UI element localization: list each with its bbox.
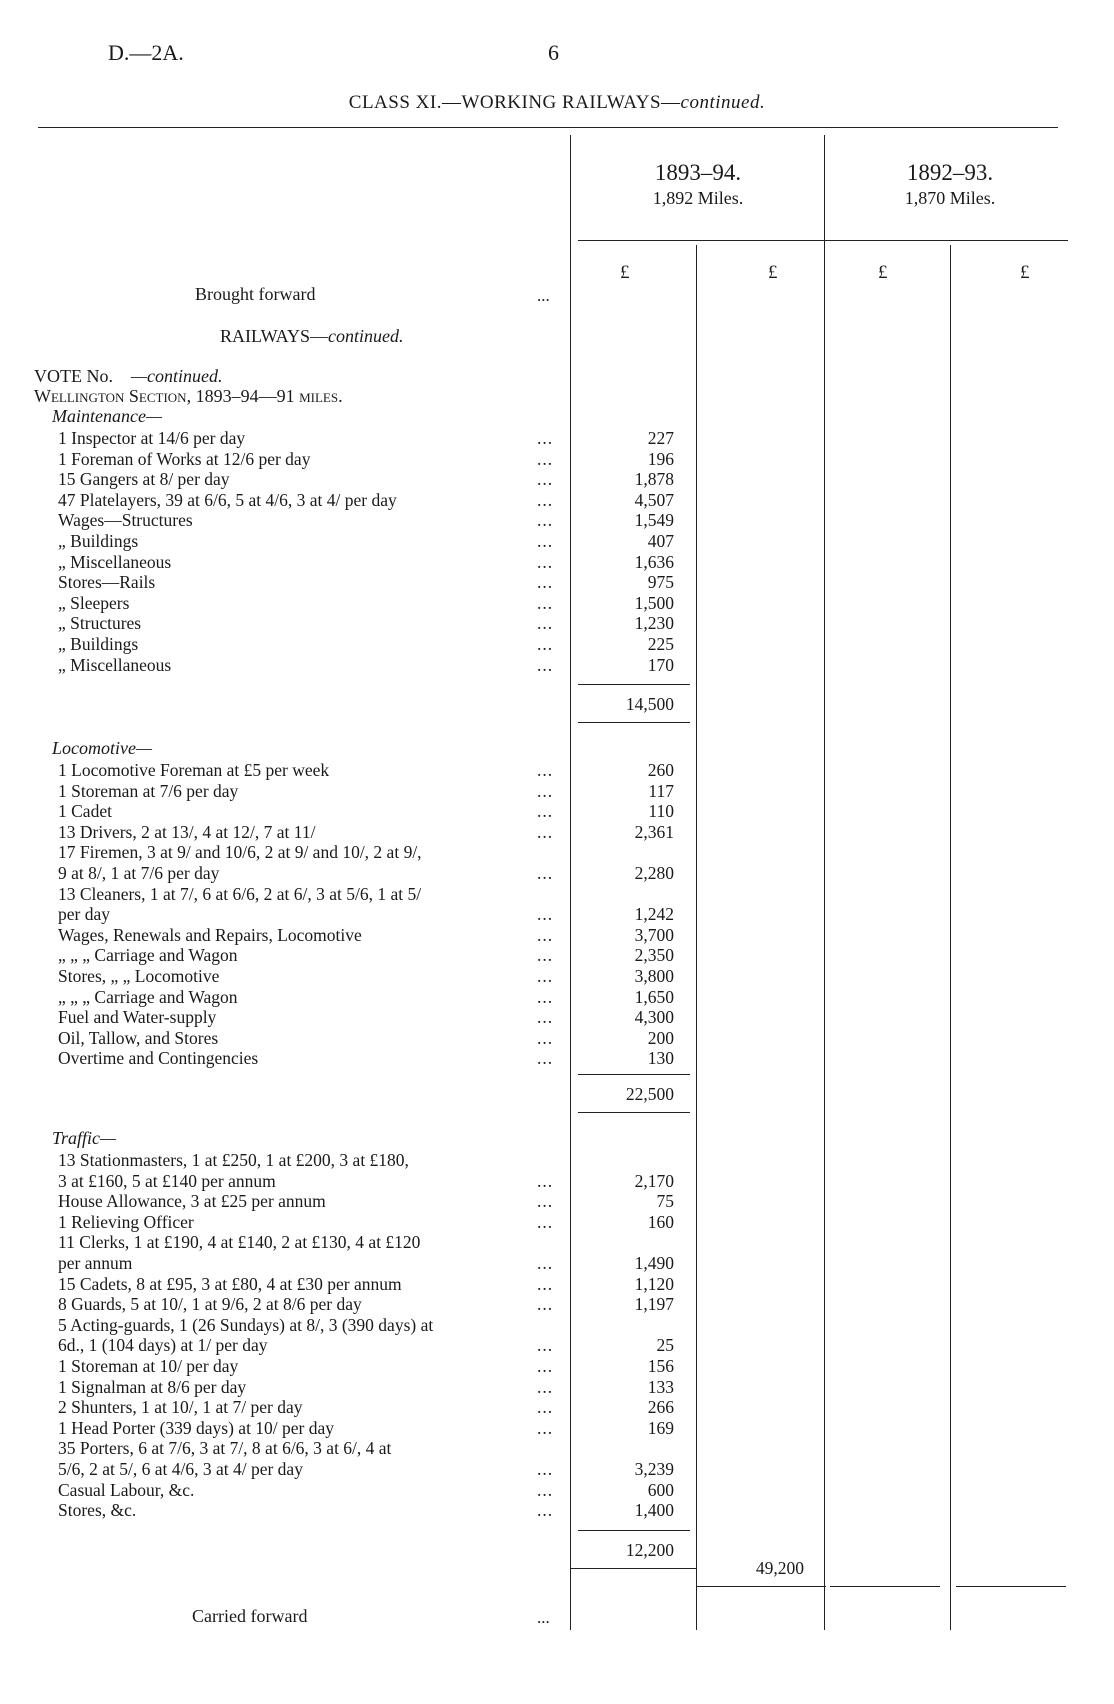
leader-dots: ... bbox=[537, 1479, 554, 1500]
line-item bbox=[0, 1007, 1114, 1027]
leader-dots: ... bbox=[537, 428, 554, 448]
line-item-amount: 196 bbox=[647, 448, 674, 469]
leader-dots: ... bbox=[537, 634, 554, 654]
maintenance-heading: Maintenance— bbox=[52, 406, 162, 426]
line-item bbox=[0, 925, 1114, 945]
year2-heading: 1892–93. bbox=[906, 160, 994, 185]
line-item-label: 5 Acting-guards, 1 (26 Sundays) at 8/, 3 (390 days) at bbox=[58, 1314, 434, 1335]
line-item-amount: 25 bbox=[656, 1335, 674, 1356]
leader-dots: ... bbox=[537, 1356, 554, 1376]
line-item-label: Wages, Renewals and Repairs, Locomotive bbox=[58, 924, 362, 945]
wellington-section: Wellington Section, 1893–94—91 miles. bbox=[34, 386, 343, 406]
line-item-amount: 2,350 bbox=[634, 945, 674, 966]
traffic-total-underline bbox=[570, 1568, 696, 1569]
leader-dots: ... bbox=[537, 613, 554, 634]
line-item-label: Wages—Structures bbox=[58, 510, 193, 531]
line-item-label: „ Miscellaneous bbox=[58, 654, 172, 675]
line-item bbox=[0, 613, 1114, 633]
currency-col4: £ bbox=[1020, 262, 1030, 283]
currency-col2: £ bbox=[768, 262, 778, 283]
document-reference: D.—2A. bbox=[108, 40, 184, 65]
line-item-amount: 3,700 bbox=[634, 924, 674, 945]
locomotive-total-underline bbox=[578, 1112, 690, 1113]
leader-dots: ... bbox=[537, 945, 554, 966]
leader-dots: ... bbox=[537, 1191, 554, 1212]
line-item bbox=[0, 593, 1114, 613]
line-item bbox=[0, 966, 1114, 986]
traffic-heading: Traffic— bbox=[52, 1128, 117, 1148]
line-item-label: „ Buildings bbox=[58, 634, 139, 654]
line-item-amount: 75 bbox=[656, 1191, 674, 1212]
line-item-label: 9 at 8/, 1 at 7/6 per day bbox=[58, 863, 220, 883]
line-item-amount: 1,242 bbox=[634, 904, 674, 925]
leader-dots: ... bbox=[537, 448, 554, 469]
line-item-label: 47 Platelayers, 39 at 6/6, 5 at 4/6, 3 at 4/ per day bbox=[58, 489, 397, 510]
line-item-amount: 1,878 bbox=[634, 469, 674, 490]
line-item-amount: 227 bbox=[647, 428, 674, 448]
line-item bbox=[0, 863, 1114, 883]
line-item bbox=[0, 531, 1114, 551]
line-item bbox=[0, 572, 1114, 592]
line-item-amount: 2,361 bbox=[634, 821, 674, 842]
line-item-label: „ Buildings bbox=[58, 531, 139, 551]
line-item bbox=[0, 1335, 1114, 1355]
line-item bbox=[0, 428, 1114, 448]
locomotive-total: 22,500 bbox=[625, 1084, 674, 1104]
line-item-label: „ „ „ Carriage and Wagon bbox=[58, 945, 238, 966]
line-item bbox=[0, 1274, 1114, 1294]
line-item bbox=[0, 1171, 1114, 1191]
line-item-label: 1 Relieving Officer bbox=[58, 1211, 194, 1232]
line-item bbox=[0, 945, 1114, 965]
line-item-label: 1 Head Porter (339 days) at 10/ per day bbox=[58, 1417, 335, 1438]
line-item-label: 1 Locomotive Foreman at £5 per week bbox=[58, 760, 330, 780]
leader-dots: ... bbox=[537, 1417, 554, 1438]
line-item-label: Stores—Rails bbox=[58, 572, 156, 593]
line-item-label: 13 Cleaners, 1 at 7/, 6 at 6/6, 2 at 6/, 3 at 5/6, 1 at 5/ bbox=[58, 883, 422, 904]
line-item-amount: 156 bbox=[647, 1356, 674, 1376]
line-item-amount: 3,800 bbox=[634, 966, 674, 986]
line-item bbox=[0, 1294, 1114, 1314]
line-item-label: 15 Gangers at 8/ per day bbox=[58, 469, 230, 490]
leader-dots: ... bbox=[537, 1170, 554, 1191]
leader-dots: ... bbox=[537, 1007, 554, 1028]
line-item-amount: 407 bbox=[647, 531, 674, 551]
maintenance-total: 14,500 bbox=[625, 694, 674, 714]
leader-dots: ... bbox=[537, 489, 554, 510]
locomotive-total-rule bbox=[578, 1074, 690, 1075]
line-item bbox=[0, 781, 1114, 801]
leader-dots: ... bbox=[537, 780, 554, 801]
line-item-label: Fuel and Water-supply bbox=[58, 1007, 217, 1028]
line-item-label: 1 Storeman at 7/6 per day bbox=[58, 780, 239, 801]
line-item-amount: 110 bbox=[648, 801, 674, 822]
line-item bbox=[0, 510, 1114, 530]
line-item bbox=[0, 1438, 1114, 1458]
leader-dots: ... bbox=[537, 1397, 554, 1418]
line-item-amount: 975 bbox=[647, 572, 674, 593]
line-item bbox=[0, 1459, 1114, 1479]
line-item bbox=[0, 1356, 1114, 1376]
line-item-label: Oil, Tallow, and Stores bbox=[58, 1027, 219, 1048]
line-item-amount: 600 bbox=[647, 1479, 674, 1500]
leader-dots: ... bbox=[537, 1500, 554, 1521]
line-item-amount: 1,490 bbox=[634, 1253, 674, 1273]
leader-dots: ... bbox=[537, 531, 554, 551]
line-item-label: per annum bbox=[58, 1253, 133, 1273]
line-item bbox=[0, 1048, 1114, 1068]
maintenance-total-underline bbox=[578, 722, 690, 723]
line-item-amount: 117 bbox=[648, 780, 674, 801]
carried-forward-dots: ... bbox=[537, 1608, 550, 1627]
line-item-label: 8 Guards, 5 at 10/, 1 at 9/6, 2 at 8/6 per day bbox=[58, 1294, 362, 1315]
line-item bbox=[0, 1480, 1114, 1500]
leader-dots: ... bbox=[537, 821, 554, 842]
year1-heading: 1893–94. bbox=[654, 160, 742, 185]
line-item-label: „ Structures bbox=[58, 613, 142, 634]
line-item-amount: 1,636 bbox=[634, 551, 674, 572]
leader-dots: ... bbox=[537, 760, 554, 780]
line-item bbox=[0, 1150, 1114, 1170]
leader-dots: ... bbox=[537, 801, 554, 822]
line-item-label: „ Sleepers bbox=[58, 592, 130, 613]
line-item bbox=[0, 1028, 1114, 1048]
leader-dots: ... bbox=[537, 510, 554, 531]
line-item-amount: 1,230 bbox=[634, 613, 674, 634]
line-item-amount: 225 bbox=[647, 634, 674, 654]
leader-dots: ... bbox=[537, 986, 554, 1007]
leader-dots: ... bbox=[537, 924, 554, 945]
line-item bbox=[0, 1212, 1114, 1232]
year2-miles: 1,870 Miles. bbox=[904, 188, 996, 208]
leader-dots: ... bbox=[537, 572, 554, 593]
line-item bbox=[0, 1418, 1114, 1438]
line-item bbox=[0, 1500, 1114, 1520]
line-item bbox=[0, 1397, 1114, 1417]
leader-dots: ... bbox=[537, 863, 554, 883]
line-item-label: 1 Signalman at 8/6 per day bbox=[58, 1376, 247, 1397]
leader-dots: ... bbox=[537, 1048, 554, 1069]
line-item-amount: 1,400 bbox=[634, 1500, 674, 1521]
line-item bbox=[0, 904, 1114, 924]
line-item-label: 15 Cadets, 8 at £95, 3 at £80, 4 at £30 per annum bbox=[58, 1273, 402, 1294]
line-item-label: 1 Inspector at 14/6 per day bbox=[58, 428, 246, 448]
line-item bbox=[0, 449, 1114, 469]
line-item-label: Stores, „ „ Locomotive bbox=[58, 966, 220, 986]
leader-dots: ... bbox=[537, 1335, 554, 1356]
year1-miles: 1,892 Miles. bbox=[652, 188, 744, 208]
brought-forward-dots: ... bbox=[537, 286, 550, 305]
line-item-amount: 1,650 bbox=[634, 986, 674, 1007]
line-item-label: 5/6, 2 at 5/, 6 at 4/6, 3 at 4/ per day bbox=[58, 1459, 303, 1479]
line-item bbox=[0, 469, 1114, 489]
leader-dots: ... bbox=[537, 592, 554, 613]
line-item bbox=[0, 801, 1114, 821]
line-item-amount: 260 bbox=[647, 760, 674, 780]
traffic-total: 12,200 bbox=[625, 1540, 674, 1560]
year-header-rule bbox=[578, 240, 1068, 241]
vote-heading: VOTE No. —continued. bbox=[34, 366, 223, 386]
line-item-label: Stores, &c. bbox=[58, 1500, 137, 1521]
locomotive-heading: Locomotive— bbox=[52, 738, 152, 758]
line-item bbox=[0, 490, 1114, 510]
line-item bbox=[0, 1191, 1114, 1211]
line-item-label: 3 at £160, 5 at £140 per annum bbox=[58, 1170, 276, 1191]
leader-dots: ... bbox=[537, 1459, 554, 1479]
leader-dots: ... bbox=[537, 1294, 554, 1315]
line-item-amount: 1,197 bbox=[634, 1294, 674, 1315]
line-item-amount: 1,120 bbox=[634, 1273, 674, 1294]
maintenance-total-rule bbox=[578, 684, 690, 685]
page-number: 6 bbox=[548, 40, 559, 65]
line-item-amount: 169 bbox=[647, 1417, 674, 1438]
line-item-label: Casual Labour, &c. bbox=[58, 1479, 195, 1500]
leader-dots: ... bbox=[537, 469, 554, 490]
section-title: RAILWAYS—continued. bbox=[220, 326, 404, 346]
line-item-amount: 4,507 bbox=[634, 489, 674, 510]
line-item bbox=[0, 1253, 1114, 1273]
leader-dots: ... bbox=[537, 551, 554, 572]
line-item-label: 13 Drivers, 2 at 13/, 4 at 12/, 7 at 11/ bbox=[58, 821, 316, 842]
line-item-amount: 266 bbox=[647, 1397, 674, 1418]
year2-total-rule-b bbox=[956, 1586, 1066, 1587]
year2-total-rule-a bbox=[830, 1586, 940, 1587]
line-item-label: 2 Shunters, 1 at 10/, 1 at 7/ per day bbox=[58, 1397, 303, 1418]
line-item-amount: 170 bbox=[647, 654, 674, 675]
line-item-label: 35 Porters, 6 at 7/6, 3 at 7/, 8 at 6/6, 3 at 6/, 4 at bbox=[58, 1438, 392, 1459]
leader-dots: ... bbox=[537, 654, 554, 675]
line-item bbox=[0, 842, 1114, 862]
line-item-amount: 2,170 bbox=[634, 1170, 674, 1191]
line-item bbox=[0, 822, 1114, 842]
line-item bbox=[0, 634, 1114, 654]
grand-total-rule bbox=[696, 1586, 826, 1587]
line-item bbox=[0, 884, 1114, 904]
leader-dots: ... bbox=[537, 966, 554, 986]
line-item-label: 17 Firemen, 3 at 9/ and 10/6, 2 at 9/ and 10/, 2 at 9/, bbox=[58, 842, 422, 863]
line-item-label: 13 Stationmasters, 1 at £250, 1 at £200, 3 at £180, bbox=[58, 1150, 409, 1170]
leader-dots: ... bbox=[537, 1253, 554, 1273]
top-rule bbox=[38, 127, 1058, 128]
brought-forward: Brought forward bbox=[195, 284, 316, 304]
leader-dots: ... bbox=[537, 1211, 554, 1232]
line-item-label: 6d., 1 (104 days) at 1/ per day bbox=[58, 1335, 268, 1356]
leader-dots: ... bbox=[537, 1376, 554, 1397]
line-item-amount: 160 bbox=[647, 1211, 674, 1232]
line-item-label: House Allowance, 3 at £25 per annum bbox=[58, 1191, 326, 1212]
traffic-total-rule bbox=[578, 1530, 690, 1531]
line-item bbox=[0, 552, 1114, 572]
line-item-amount: 2,280 bbox=[634, 863, 674, 883]
line-item-label: Overtime and Contingencies bbox=[58, 1048, 259, 1069]
line-item-amount: 1,549 bbox=[634, 510, 674, 531]
carried-forward: Carried forward bbox=[192, 1606, 308, 1626]
line-item-label: „ Miscellaneous bbox=[58, 551, 172, 572]
line-item-amount: 3,239 bbox=[634, 1459, 674, 1479]
line-item bbox=[0, 655, 1114, 675]
line-item bbox=[0, 987, 1114, 1007]
line-item-label: 1 Foreman of Works at 12/6 per day bbox=[58, 448, 311, 469]
line-item-label: per day bbox=[58, 904, 110, 925]
currency-col1: £ bbox=[620, 262, 630, 283]
line-item-label: 1 Cadet bbox=[58, 801, 112, 822]
leader-dots: ... bbox=[537, 1027, 554, 1048]
line-item-amount: 4,300 bbox=[634, 1007, 674, 1028]
line-item bbox=[0, 760, 1114, 780]
line-item-amount: 130 bbox=[647, 1048, 674, 1069]
grand-total: 49,200 bbox=[755, 1558, 804, 1578]
line-item-amount: 1,500 bbox=[634, 592, 674, 613]
line-item-label: „ „ „ Carriage and Wagon bbox=[58, 986, 238, 1007]
line-item-label: 1 Storeman at 10/ per day bbox=[58, 1356, 239, 1376]
currency-col3: £ bbox=[878, 262, 888, 283]
line-item-label: 11 Clerks, 1 at £190, 4 at £140, 2 at £130, 4 at £120 bbox=[58, 1232, 421, 1253]
class-title: CLASS XI.—WORKING RAILWAYS—continued. bbox=[348, 92, 766, 113]
leader-dots: ... bbox=[537, 904, 554, 925]
leader-dots: ... bbox=[537, 1273, 554, 1294]
line-item bbox=[0, 1315, 1114, 1335]
line-item-amount: 133 bbox=[647, 1376, 674, 1397]
line-item bbox=[0, 1232, 1114, 1252]
line-item-amount: 200 bbox=[647, 1027, 674, 1048]
line-item bbox=[0, 1377, 1114, 1397]
